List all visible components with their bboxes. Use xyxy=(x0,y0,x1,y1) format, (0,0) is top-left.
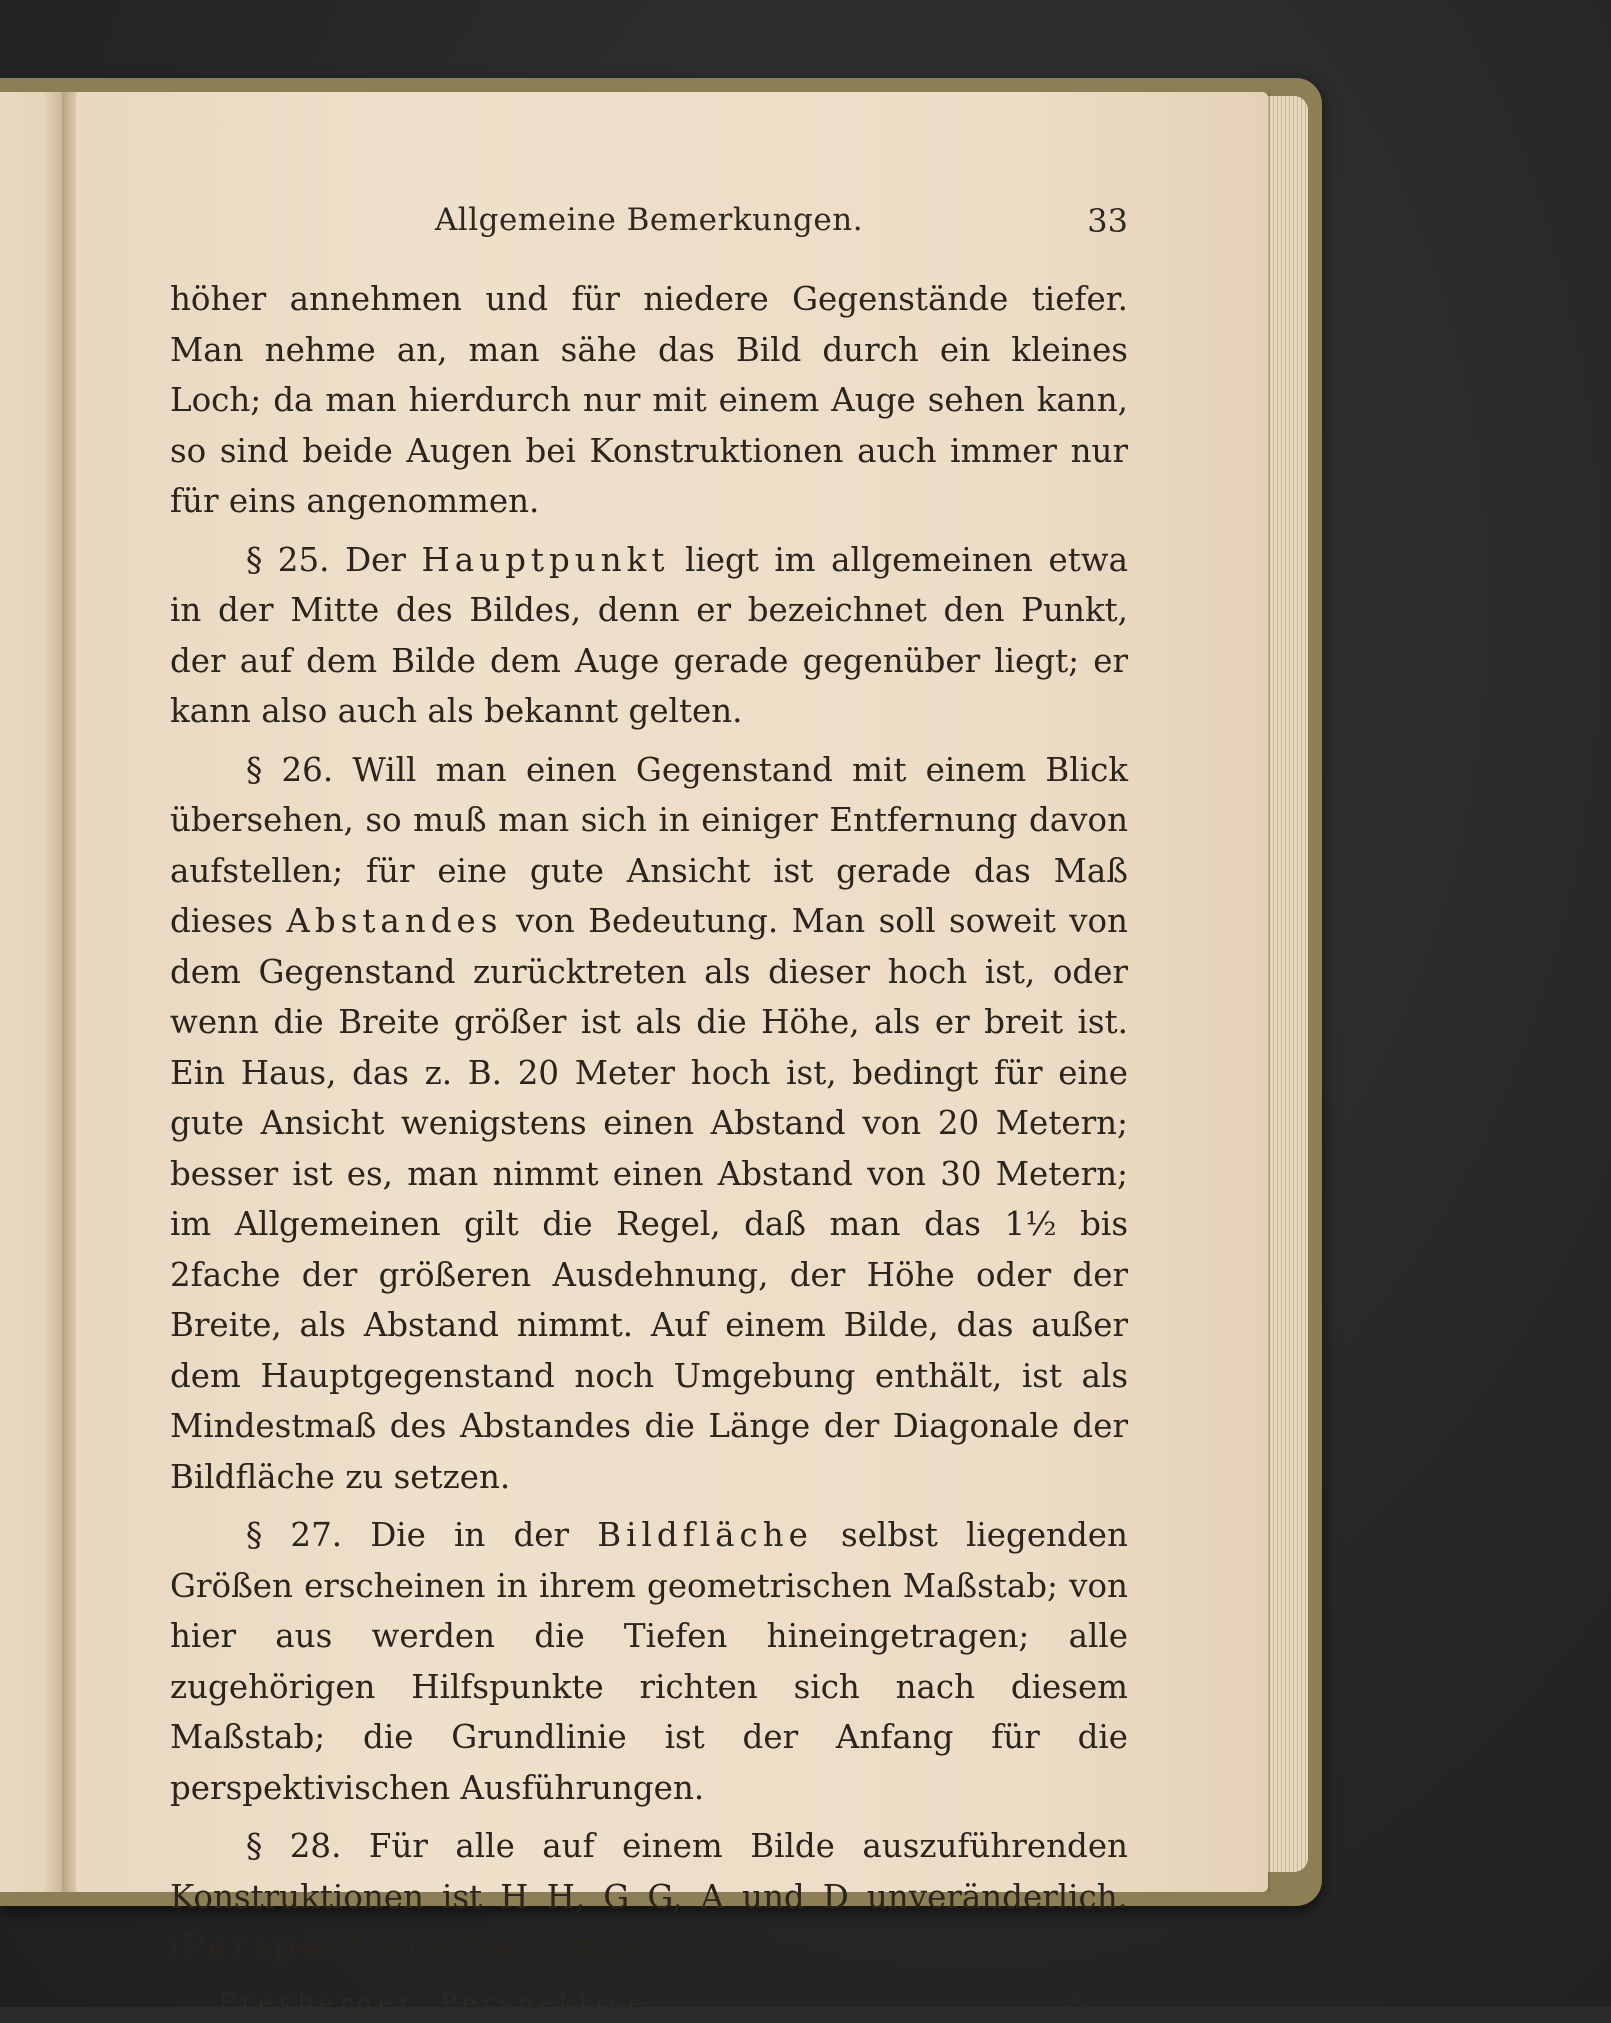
emphasized-term: Abstandes xyxy=(286,902,503,940)
page-edge-line xyxy=(1268,92,1270,1892)
page-number: 33 xyxy=(1087,202,1128,240)
section-number: § 28. xyxy=(246,1827,342,1865)
paragraph-section-26 xyxy=(170,745,1128,1503)
section-number: § 27. xyxy=(246,1516,343,1554)
emphasized-term: Bildfläche xyxy=(597,1516,813,1554)
emphasized-term: Perspektivische Einheit xyxy=(182,1928,686,1966)
section-number: § 26. xyxy=(246,750,334,789)
signature-number: 3 xyxy=(1068,1988,1084,2017)
emphasized-term: Hauptpunkt xyxy=(421,540,670,579)
running-head xyxy=(170,198,1128,240)
page-content xyxy=(170,198,1128,2023)
paragraph-text: selbst liegenden Größen erscheinen in ihrem geometrischen Maßstab; von hier aus werden die Tiefen hineingetragen; alle zugehörigen Hilfspunkte richten sich nach diesem Maßstab; die Grundlinie ist der Anfang für die perspektivischen Ausführungen. xyxy=(170,1516,1128,1807)
body-text xyxy=(170,274,1128,1973)
paragraph-text: .) xyxy=(685,1928,709,1966)
printer-signature xyxy=(170,1983,1128,2023)
paragraph-section-25 xyxy=(170,535,1128,737)
signature-title: Freyberger, Perspektive. xyxy=(218,1988,663,2017)
running-title: Allgemeine Bemerkungen. xyxy=(434,202,864,238)
paragraph-text: Die in der xyxy=(370,1516,570,1554)
paragraph-text: Für alle auf einem Bilde auszuführenden Konstruktionen ist H H, G G, A und D unveränderlich. ( xyxy=(170,1827,1128,1966)
paragraph-text: Will man einen Gegenstand mit einem Blick übersehen, so muß man sich in einiger Entfernung davon aufstellen; für eine gute Ansicht ist gerade das Maß dieses xyxy=(170,750,1128,940)
paragraph-section-28 xyxy=(170,1821,1128,1973)
left-page-edge xyxy=(0,92,62,1892)
book-gutter xyxy=(62,92,76,1892)
section-number: § 25. xyxy=(246,540,330,579)
paragraph-text: liegt im allgemeinen etwa in der Mitte des Bildes, denn er bezeichnet den Punkt, der auf dem Bilde dem Auge gerade gegenüber liegt; er kann also auch als bekannt gelten. xyxy=(170,540,1128,730)
paragraph-text: von Bedeutung. Man soll soweit von dem Gegenstand zurücktreten als dieser hoch ist, oder wenn die Breite größer ist als die Höhe, als er breit ist. Ein Haus, das z. B. 20 Meter hoch ist, bedingt für eine gute Ansicht wenigstens einen Abstand von 20 Metern; besser ist es, man nimmt einen Abstand von 30 Metern; im Allgemeinen gilt die Regel, daß man das 1½ bis 2fache der größeren Ausdehnung, der Höhe oder der Breite, als Abstand nimmt. Auf einem Bilde, das außer dem Hauptgegenstand noch Umgebung enthält, ist als Mindestmaß des Abstandes die Länge der Diagonale der Bildfläche zu setzen. xyxy=(170,902,1128,1496)
paragraph-text: höher annehmen und für niedere Gegenstände tiefer. Man nehme an, man sähe das Bild durch ein kleines Loch; da man hierdurch nur mit einem Auge sehen kann, so sind beide Augen bei Konstruktionen auch immer nur für eins angenommen. xyxy=(170,280,1128,520)
paragraph-text: Der xyxy=(345,540,406,579)
paragraph-continuation xyxy=(170,274,1128,527)
paragraph-section-27 xyxy=(170,1510,1128,1813)
